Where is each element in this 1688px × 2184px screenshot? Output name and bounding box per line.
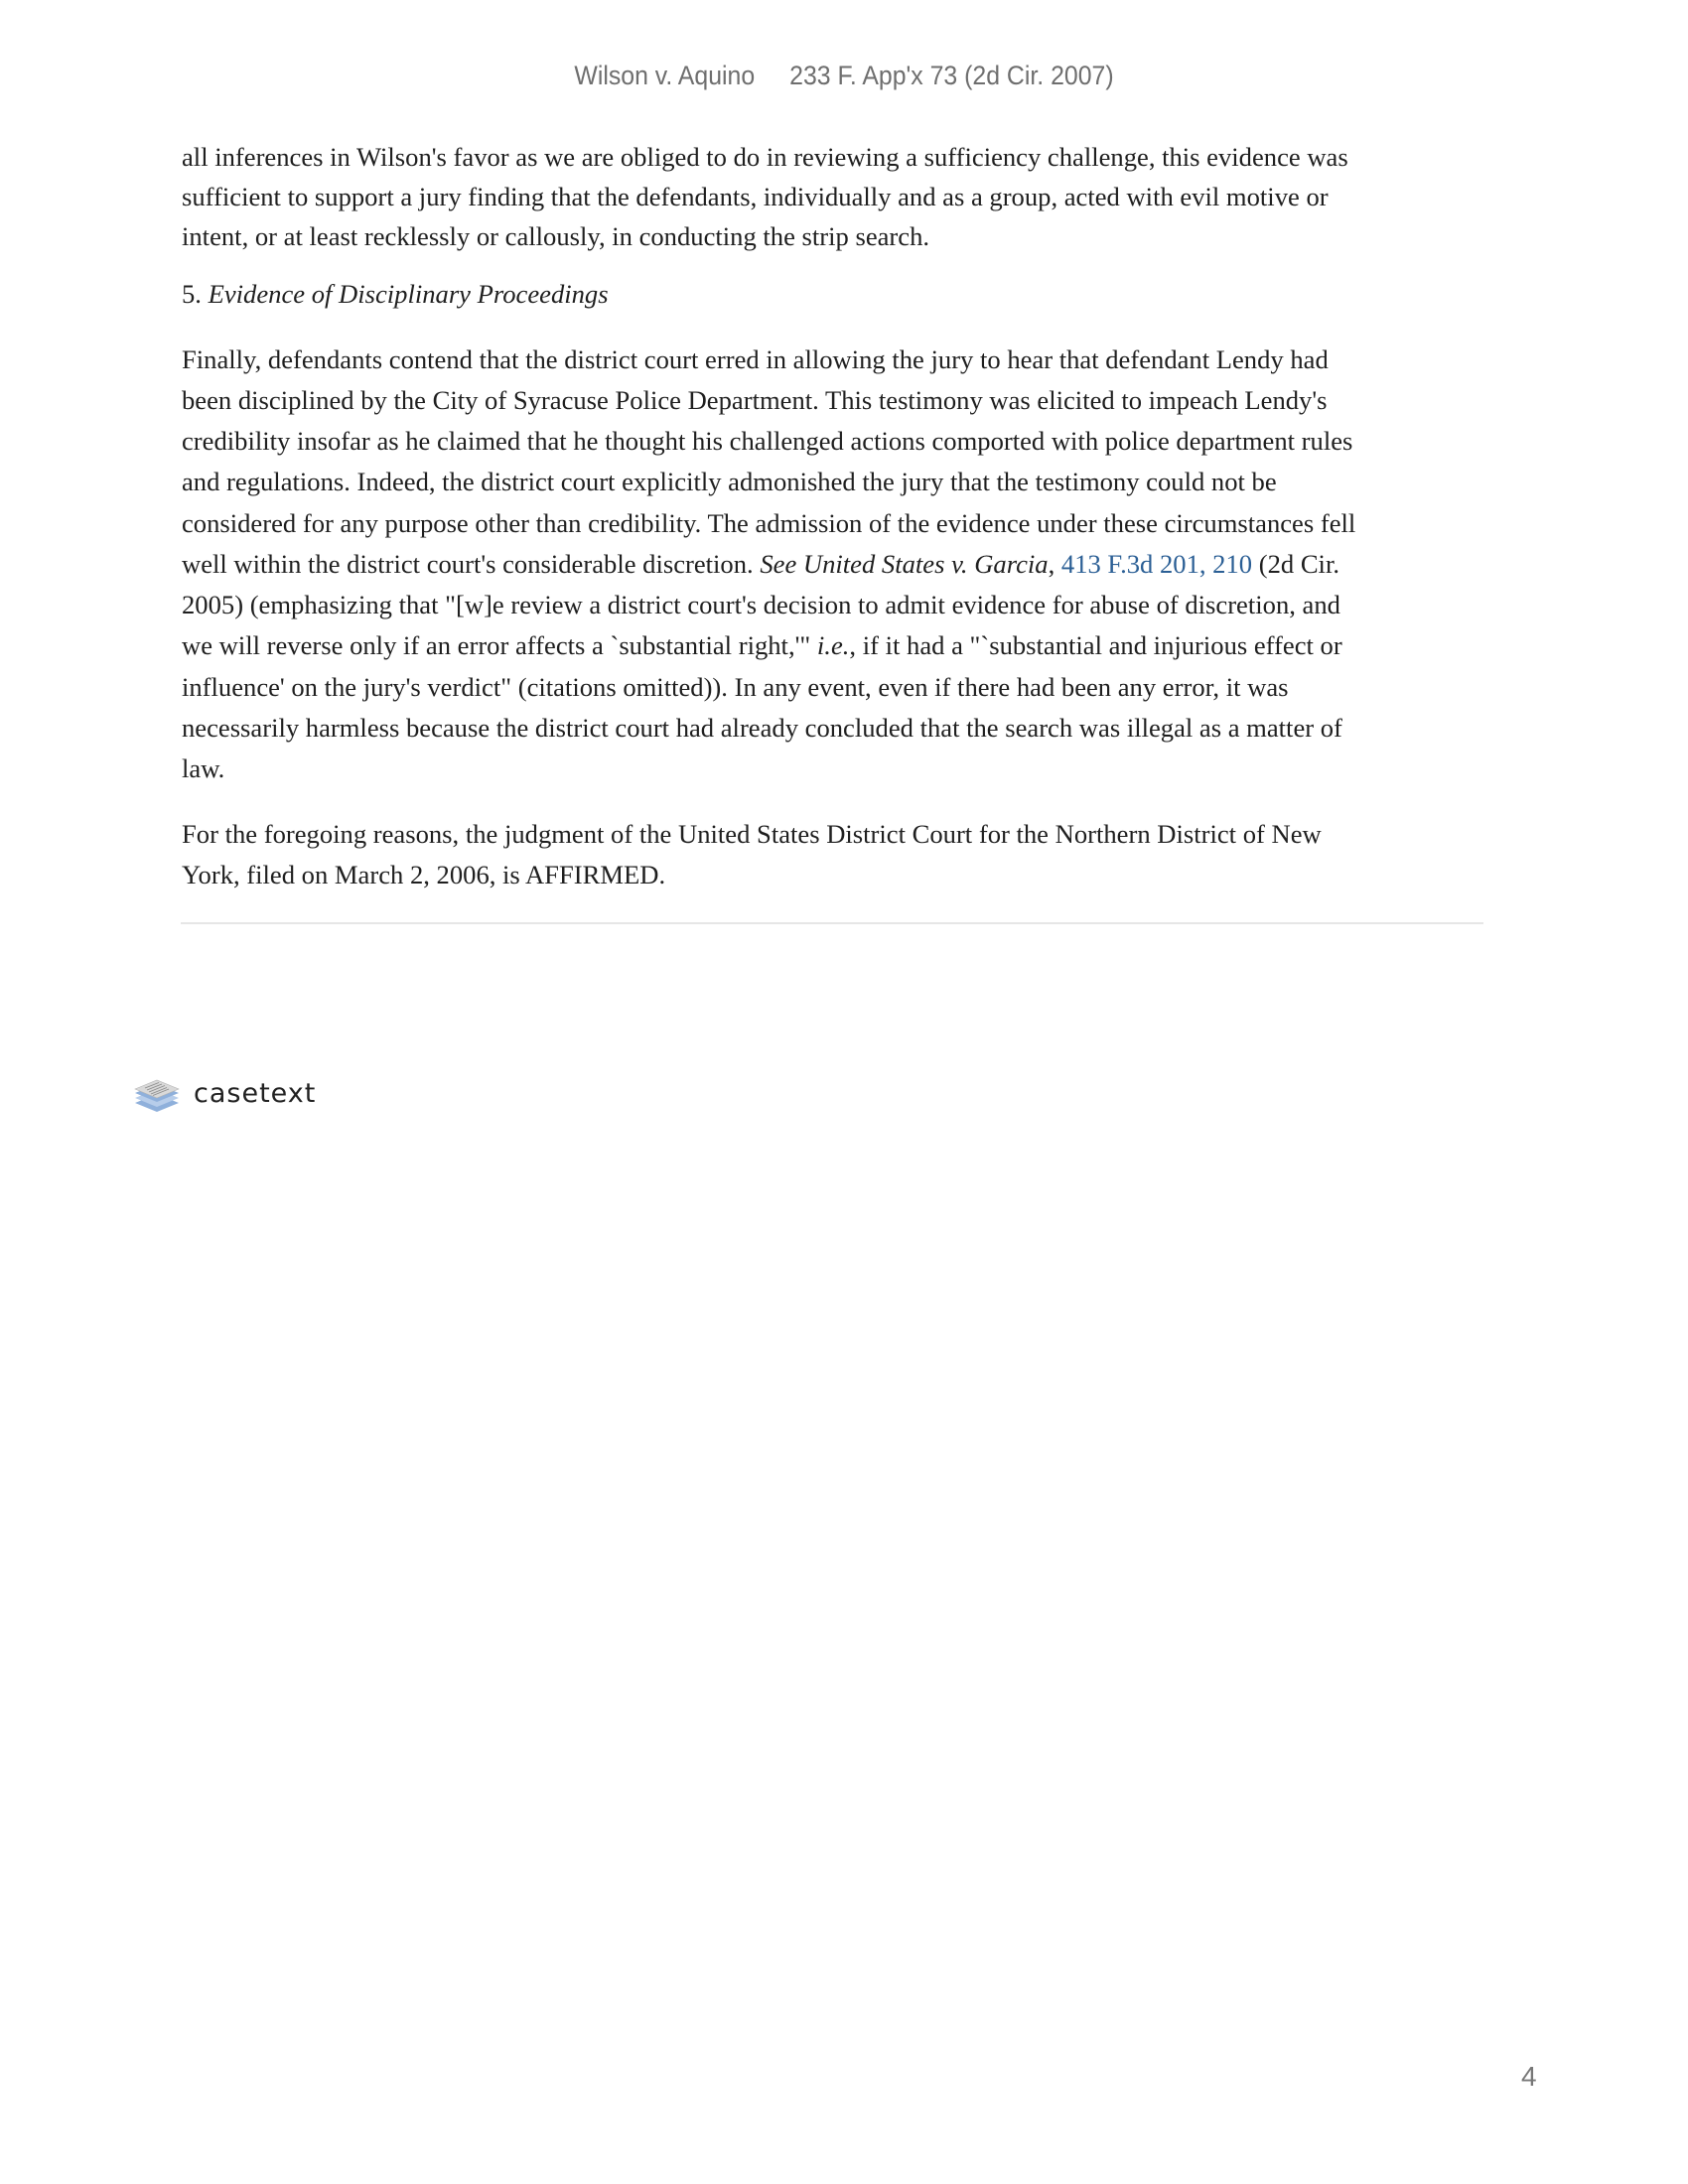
paragraph-line: considered for any purpose other than credibility. The admission of the evidence under these circumstances fell bbox=[182, 508, 1356, 538]
section-heading bbox=[182, 279, 609, 309]
stacked-documents-icon bbox=[133, 1076, 183, 1116]
comma: , bbox=[1048, 549, 1055, 579]
section-number: 5. bbox=[182, 279, 202, 309]
line-text: (2d Cir. bbox=[1258, 549, 1339, 579]
case-reference: See United States v. Garcia bbox=[760, 549, 1049, 579]
paragraph-line: all inferences in Wilson's favor as we are obliged to do in reviewing a sufficiency challenge, this evidence was bbox=[182, 142, 1348, 172]
line-text: , if it had a "`substantial and injurious effect or bbox=[849, 630, 1342, 660]
page-number: 4 bbox=[1521, 2061, 1537, 2092]
paragraph-line: sufficient to support a jury finding that the defendants, individually and as a group, acted with evil motive or bbox=[182, 182, 1329, 211]
case-citation: 233 F. App'x 73 (2d Cir. 2007) bbox=[789, 61, 1114, 90]
horizontal-divider bbox=[181, 922, 1483, 924]
section-title: Evidence of Disciplinary Proceedings bbox=[208, 279, 609, 309]
paragraph-line: credibility insofar as he claimed that he thought his challenged actions comported with police department rules bbox=[182, 426, 1353, 456]
line-text: well within the district court's considerable discretion. bbox=[182, 549, 754, 579]
line-text: we will reverse only if an error affects a `substantial right,'" bbox=[182, 630, 811, 660]
paragraph-line bbox=[182, 549, 1339, 579]
case-name: Wilson v. Aquino bbox=[574, 61, 756, 90]
paragraph-line: law. bbox=[182, 753, 225, 783]
paragraph-line: Finally, defendants contend that the district court erred in allowing the jury to hear that defendant Lendy had bbox=[182, 344, 1329, 374]
paragraph-line: and regulations. Indeed, the district court explicitly admonished the jury that the testimony could not be bbox=[182, 467, 1277, 496]
paragraph-line: been disciplined by the City of Syracuse Police Department. This testimony was elicited to impeach Lendy's bbox=[182, 385, 1328, 415]
running-header bbox=[68, 61, 1620, 91]
paragraph-line: influence' on the jury's verdict" (citations omitted)). In any event, even if there had been any error, it was bbox=[182, 672, 1289, 702]
logo-wordmark: casetext bbox=[194, 1078, 317, 1109]
paragraph-line: York, filed on March 2, 2006, is AFFIRMED. bbox=[182, 860, 666, 889]
paragraph-line bbox=[182, 630, 1342, 660]
paragraph-line: necessarily harmless because the district court had already concluded that the search was illegal as a matter of bbox=[182, 713, 1342, 743]
paragraph-line: intent, or at least recklessly or callously, in conducting the strip search. bbox=[182, 221, 930, 251]
citation-link[interactable]: 413 F.3d 201, 210 bbox=[1060, 549, 1253, 579]
paragraph-line: 2005) (emphasizing that "[w]e review a district court's decision to admit evidence for abuse of discretion, and bbox=[182, 590, 1340, 619]
abbreviation-ie: i.e. bbox=[816, 630, 850, 660]
paragraph-line: For the foregoing reasons, the judgment of the United States District Court for the Northern District of New bbox=[182, 819, 1322, 849]
